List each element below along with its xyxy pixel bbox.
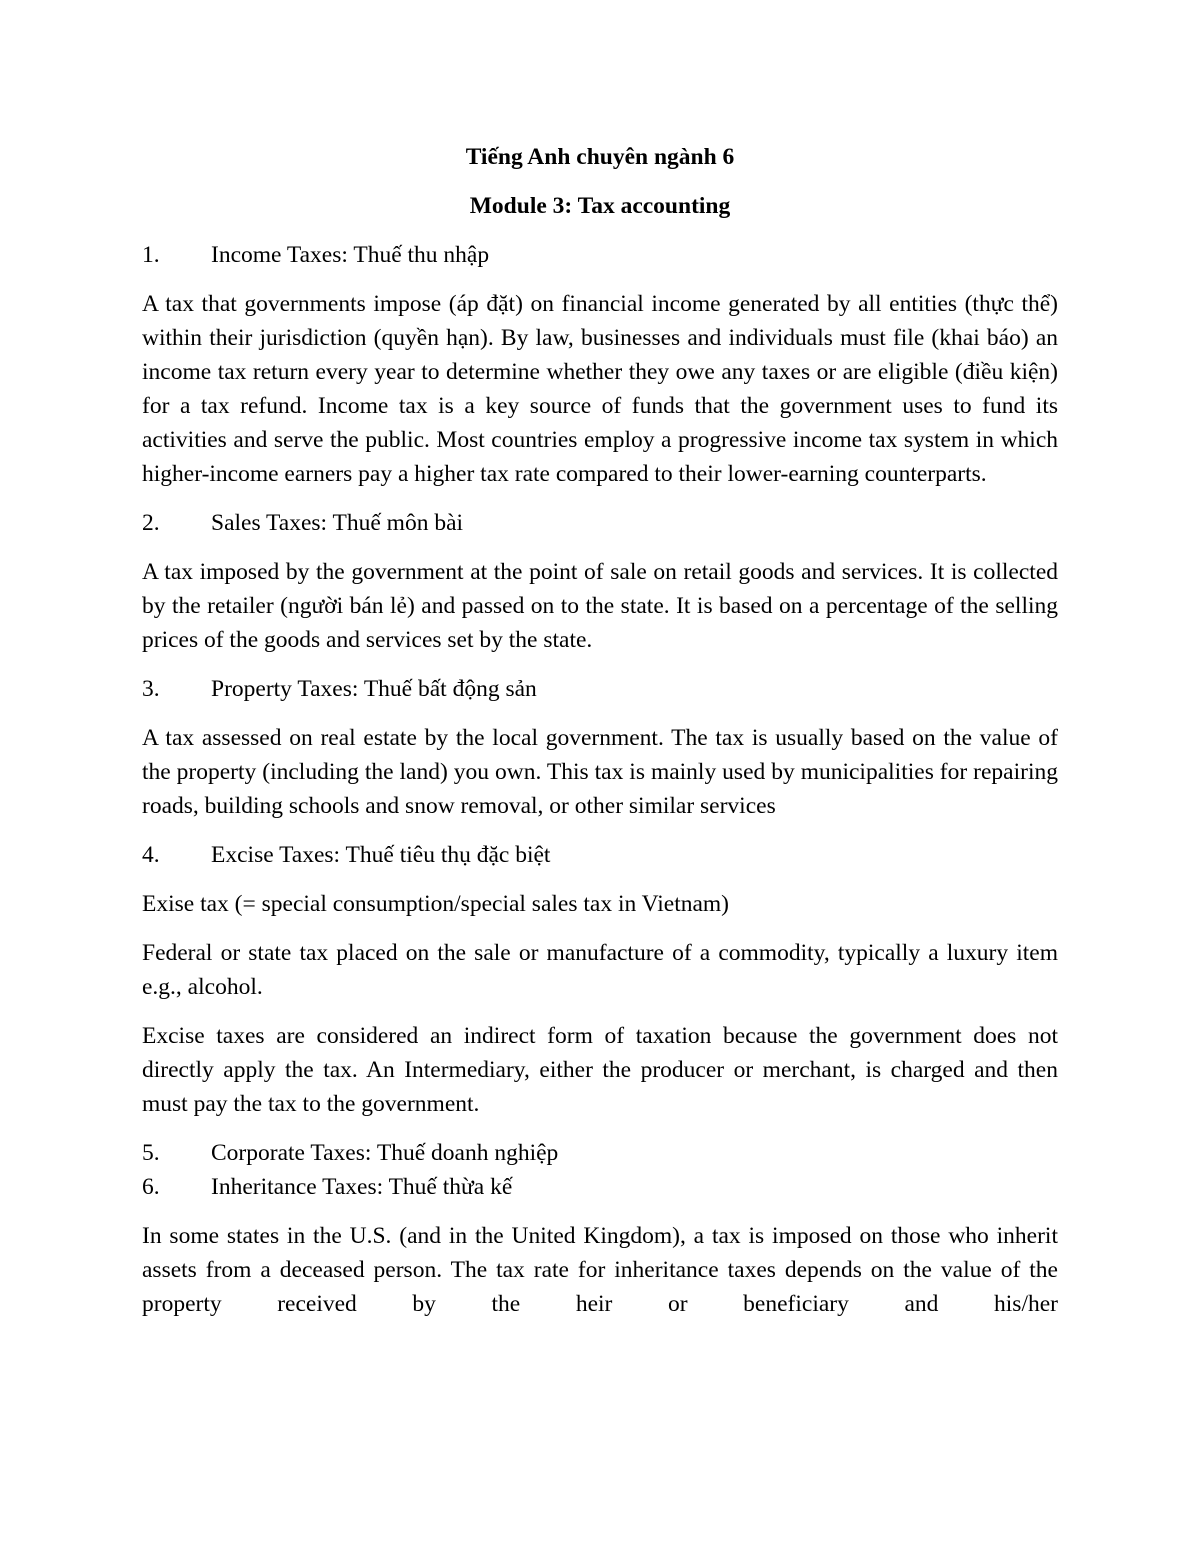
section-number: 3.: [142, 676, 160, 702]
paragraph-inheritance-taxes: In some states in the U.S. (and in the United Kingdom), a tax is imposed on those who inherit assets from a deceased person. The tax rate for inheritance taxes depends on the value of the property received by the heir or beneficiary and his/her: [142, 1223, 1058, 1317]
section-heading-property-taxes: [142, 672, 1058, 706]
section-title: Inheritance Taxes: Thuế thừa kế: [211, 1174, 513, 1200]
section-title: Income Taxes: Thuế thu nhập: [211, 242, 490, 268]
document-title: Tiếng Anh chuyên ngành 6: [465, 144, 735, 170]
section-number: 2.: [142, 510, 160, 536]
paragraph-sales-taxes: A tax imposed by the government at the point of sale on retail goods and services. It is collected by the retailer (người bán lẻ) and passed on to the state. It is based on a percentage of the selling prices of the goods and services set by the state.: [142, 559, 1058, 653]
module-title: Module 3: Tax accounting: [469, 193, 731, 219]
section-heading-inheritance-taxes: [142, 1170, 1058, 1204]
section-title: Property Taxes: Thuế bất động sản: [211, 676, 537, 702]
document-page: [142, 140, 1058, 1336]
section-heading-excise-taxes: [142, 838, 1058, 872]
section-title: Excise Taxes: Thuế tiêu thụ đặc biệt: [211, 842, 551, 868]
section-title: Sales Taxes: Thuế môn bài: [211, 510, 464, 536]
section-number: 6.: [142, 1174, 160, 1200]
section-number: 4.: [142, 842, 160, 868]
section-title: Corporate Taxes: Thuế doanh nghiệp: [211, 1140, 559, 1166]
section-heading-sales-taxes: [142, 506, 1058, 540]
paragraph-excise-indirect: Excise taxes are considered an indirect form of taxation because the government does not directly apply the tax. An Intermediary, either the producer or merchant, is charged and then must pay the tax to the government.: [142, 1023, 1058, 1117]
paragraph-excise-definition: Exise tax (= special consumption/special sales tax in Vietnam): [142, 891, 730, 917]
paragraph-excise-federal: Federal or state tax placed on the sale or manufacture of a commodity, typically a luxury item e.g., alcohol.: [142, 940, 1058, 1000]
section-heading-corporate-taxes: [142, 1136, 1058, 1170]
section-heading-income-taxes: [142, 238, 1058, 272]
paragraph-property-taxes: A tax assessed on real estate by the local government. The tax is usually based on the value of the property (including the land) you own. This tax is mainly used by municipalities for repairing roads, building schools and snow removal, or other similar services: [142, 725, 1058, 819]
section-number: 5.: [142, 1140, 160, 1166]
section-number: 1.: [142, 242, 160, 268]
paragraph-income-taxes: A tax that governments impose (áp đặt) on financial income generated by all entities (thực thể) within their jurisdiction (quyền hạn). By law, businesses and individuals must file (khai báo) an income tax return every year to determine whether they owe any taxes or are eligible (điều kiện) for a tax refund. Income tax is a key source of funds that the government uses to fund its activities and serve the public. Most countries employ a progressive income tax system in which higher-income earners pay a higher tax rate compared to their lower-earning counterparts.: [142, 291, 1058, 487]
